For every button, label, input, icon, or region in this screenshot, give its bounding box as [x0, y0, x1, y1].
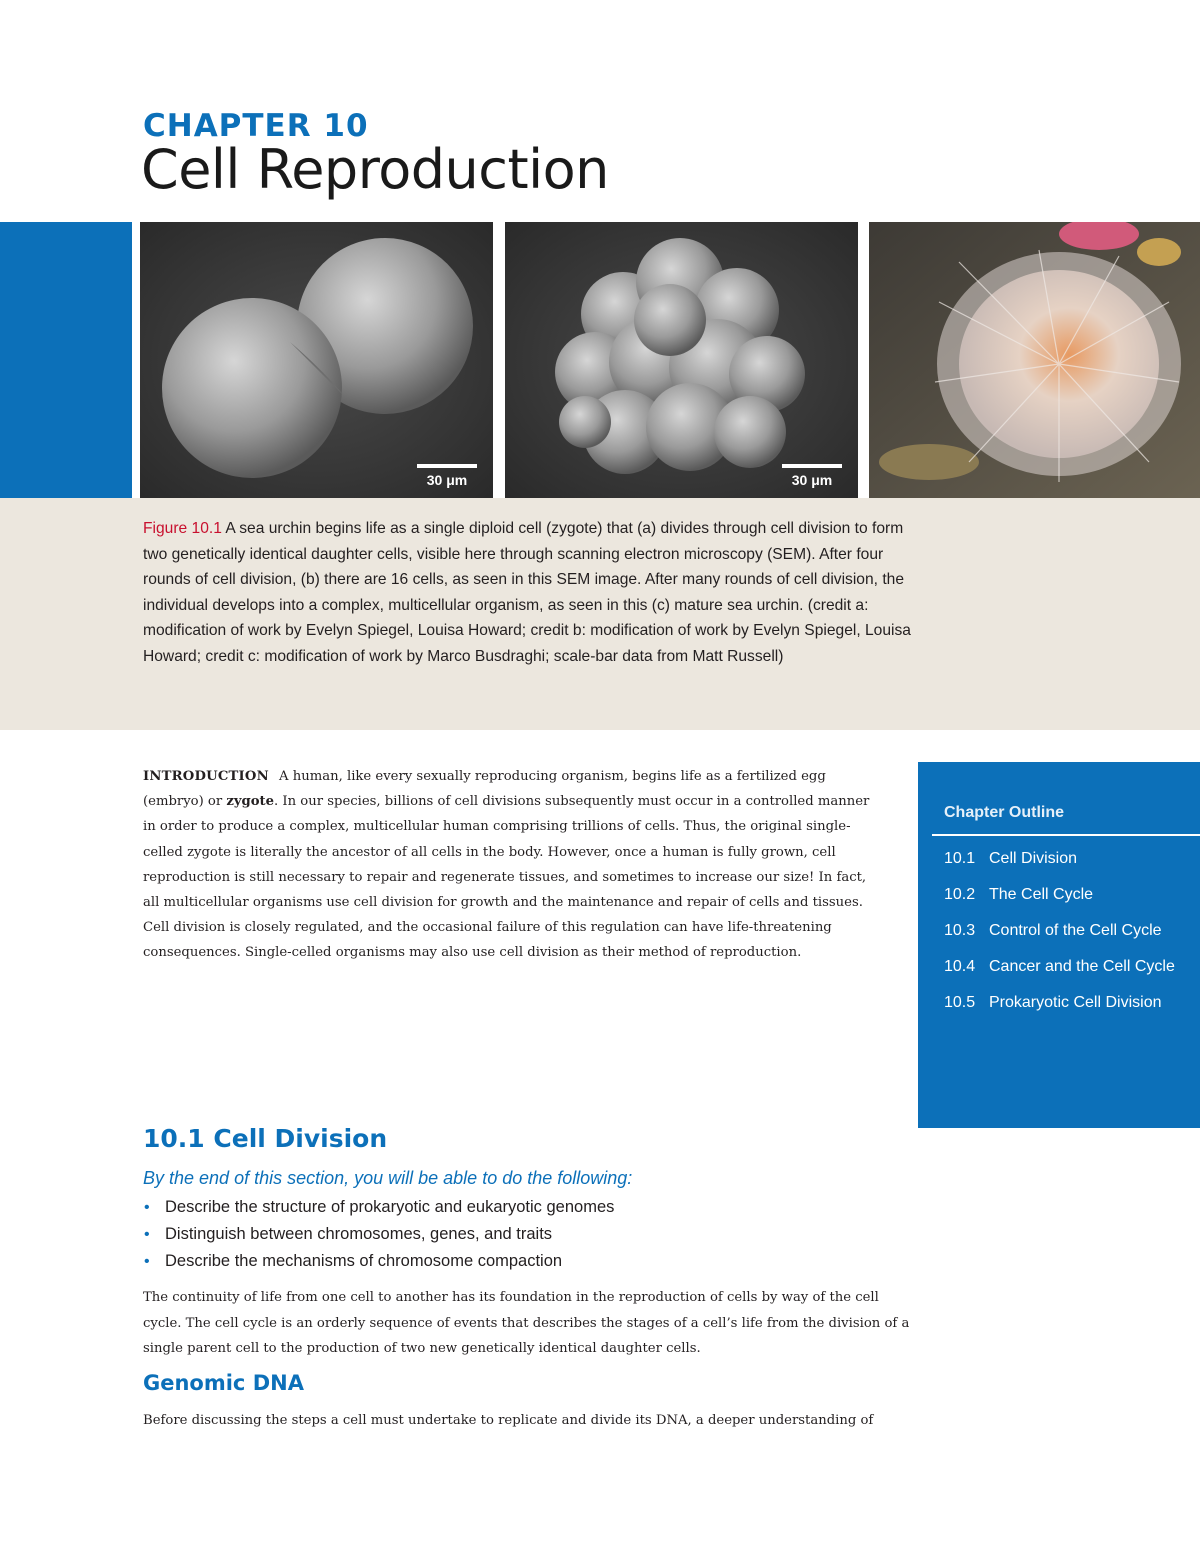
sixteen-cell-embryo-image	[505, 222, 858, 498]
outline-item-10-4[interactable]	[944, 954, 1194, 980]
outline-item-10-2[interactable]	[944, 882, 1194, 908]
decorative-blue-block	[0, 222, 132, 498]
section-title: 10.1 Cell Division	[143, 1124, 388, 1153]
outline-list	[944, 846, 1194, 1026]
scale-bar-label: 30 μm	[791, 472, 833, 488]
outline-item-label: Cell Division	[989, 850, 1078, 867]
outline-item-number: 10.5	[944, 994, 976, 1011]
sea-urchin-photo	[869, 222, 1200, 498]
chapter-label: CHAPTER 10	[143, 108, 369, 144]
body-paragraph-2: Before discussing the steps a cell must undertake to replicate and divide its DNA, a deeper understanding of	[143, 1413, 874, 1428]
introduction-text-2: . In our species, billions of cell divisions subsequently must occur in a controlled manner in order to produce a complex, multicellular human comprising trillions of cells. Thus, the original single-celled zygote is literally the ancestor of all cells in the body. However, once a human is fully grown, cell reproduction is still necessary to repair and regenerate tissues, and sometimes to increase our size! In fact, all multicellular organisms use cell division for growth and the maintenance and repair of cells and tissues. Cell division is closely regulated, and the occasional failure of this regulation can have life-threatening consequences. Single-celled organisms may also use cell division as their method of reproduction.	[143, 794, 870, 961]
figure-caption-text: A sea urchin begins life as a single diploid cell (zygote) that (a) divides through cell division to form two genetically identical daughter cells, visible here through scanning electron microscopy (SEM). After four rounds of cell division, (b) there are 16 cells, as seen in this SEM image. After many rounds of cell division, the individual develops into a complex, multicellular organism, as seen in this (c) mature sea urchin. (credit a: modification of work by Evelyn Spiegel, Louisa Howard; credit b: modification of work by Evelyn Spiegel, Louisa Howard; credit c: modification of work by Marco Busdraghi; scale-bar data from Matt Russell)	[143, 520, 911, 665]
body-paragraph-1: The continuity of life from one cell to another has its foundation in the reproduction of cells by way of the cell cycle. The cell cycle is an orderly sequence of events that describes the stages of a cell’s life from the division of a single parent cell to the production of two new genetically identical daughter cells.	[143, 1290, 910, 1356]
chapter-outline-title: Chapter Outline	[944, 804, 1065, 821]
two-cell-embryo-image	[140, 222, 493, 498]
objective-text: Distinguish between chromosomes, genes, and traits	[165, 1225, 553, 1243]
outline-item-label: Control of the Cell Cycle	[989, 922, 1162, 939]
outline-item-label: Prokaryotic Cell Division	[989, 994, 1162, 1011]
outline-item-label: The Cell Cycle	[989, 886, 1094, 903]
figure-panel-b	[505, 222, 858, 498]
outline-item-10-3[interactable]	[944, 918, 1194, 944]
outline-item-label: Cancer and the Cell Cycle	[989, 958, 1175, 975]
subheading-genomic-dna: Genomic DNA	[143, 1371, 304, 1395]
objective-text: Describe the structure of prokaryotic and eukaryotic genomes	[165, 1198, 615, 1216]
outline-item-number: 10.3	[944, 922, 976, 939]
objective-item	[143, 1194, 614, 1221]
figure-panel-a	[140, 222, 493, 498]
introduction-paragraph	[143, 764, 883, 966]
outline-item-number: 10.4	[944, 958, 976, 975]
bullet-icon: •	[144, 1199, 150, 1216]
figure-caption	[143, 516, 913, 669]
objective-item	[143, 1248, 614, 1275]
objective-text: Describe the mechanisms of chromosome compaction	[165, 1252, 563, 1270]
scale-bar-a	[413, 464, 481, 488]
outline-item-number: 10.2	[944, 886, 976, 903]
bullet-icon: •	[144, 1226, 150, 1243]
objectives-list	[143, 1194, 614, 1275]
outline-item-10-5[interactable]	[944, 990, 1194, 1016]
scale-bar-b	[778, 464, 846, 488]
chapter-outline	[918, 762, 1200, 1128]
chapter-title: Cell Reproduction	[141, 138, 609, 201]
objective-item	[143, 1221, 614, 1248]
introduction-text-1: A human, like every sexually reproducing organism, begins life as a fertilized egg (embryo) or	[143, 769, 826, 810]
outline-divider	[932, 834, 1200, 836]
keyword-zygote: zygote	[226, 794, 275, 810]
objectives-lead: By the end of this section, you will be able to do the following:	[143, 1168, 633, 1188]
figure-panel-c	[869, 222, 1200, 498]
outline-item-10-1[interactable]	[944, 846, 1194, 872]
introduction-heading: INTRODUCTION	[143, 769, 269, 784]
scale-bar-label: 30 μm	[426, 472, 468, 488]
outline-item-number: 10.1	[944, 850, 976, 867]
figure-label: Figure 10.1	[143, 520, 222, 537]
bullet-icon: •	[144, 1253, 150, 1270]
